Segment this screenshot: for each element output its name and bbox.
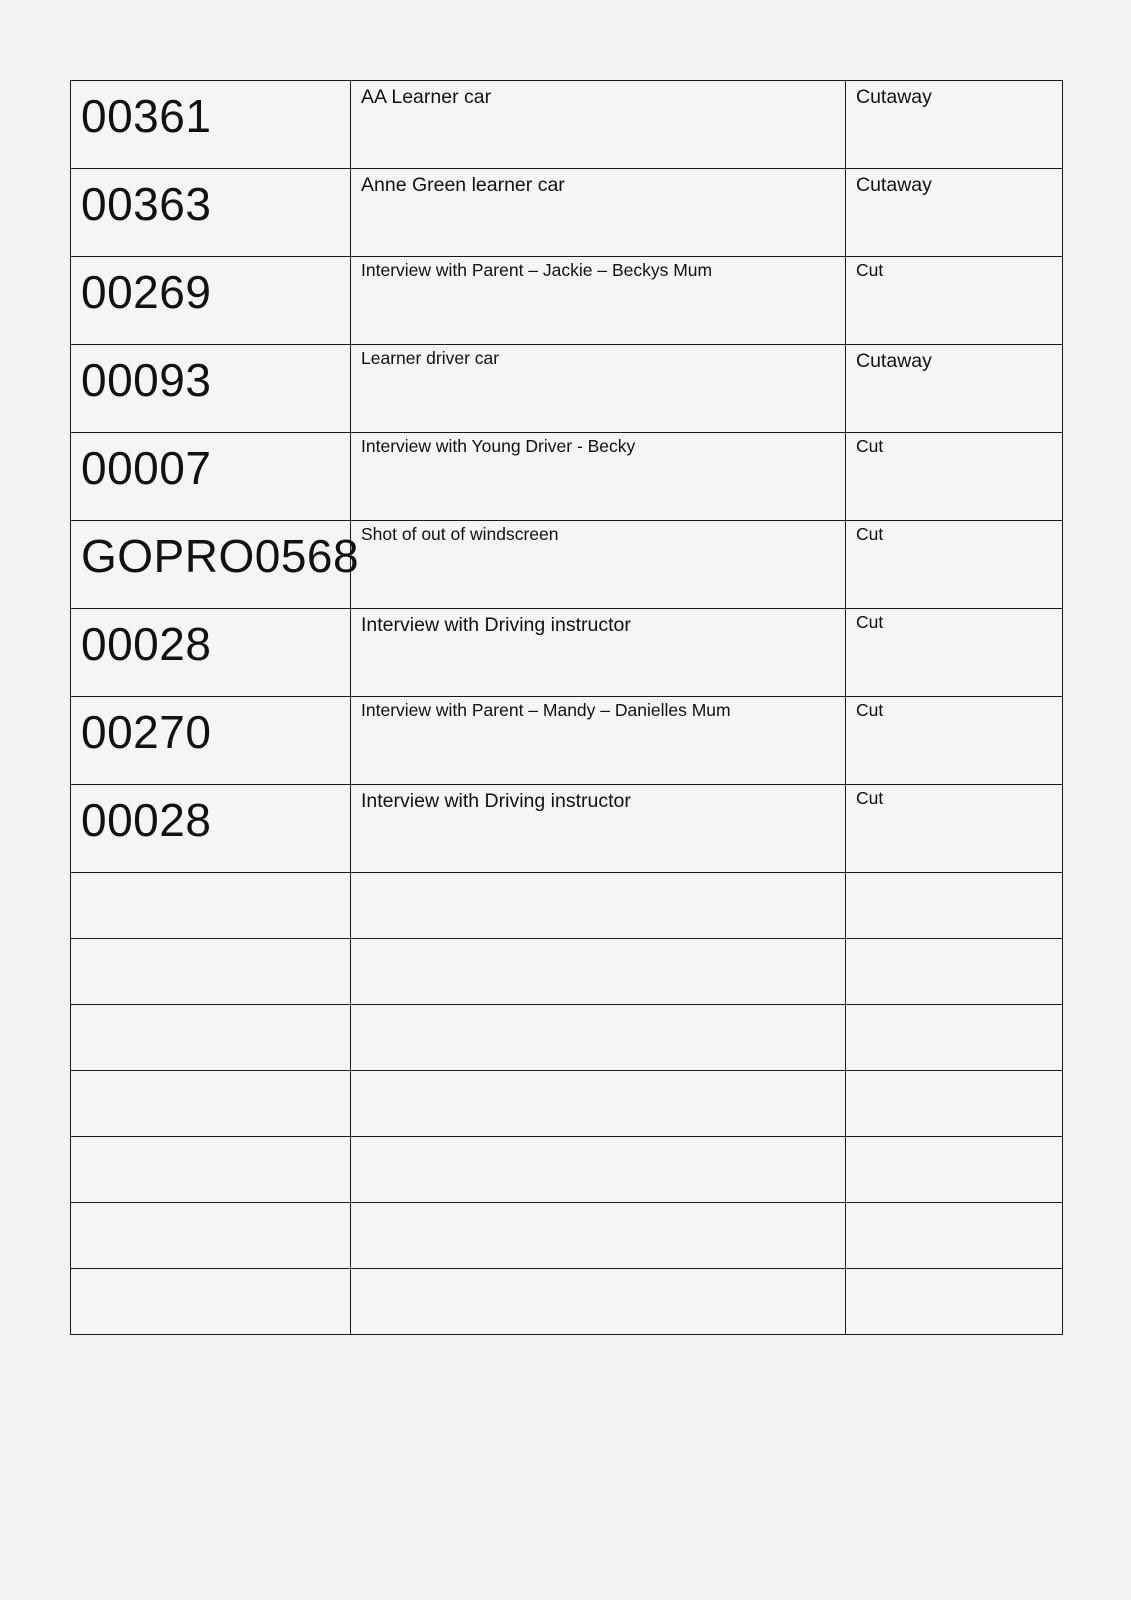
edit-type: Cut [856, 260, 884, 280]
empty-cell [71, 1137, 351, 1203]
edit-type: Cut [856, 612, 884, 632]
clip-number: 00007 [81, 442, 212, 494]
edit-type-cell [846, 609, 1063, 697]
empty-cell [351, 1137, 846, 1203]
table-row [71, 697, 1063, 785]
clip-description: Interview with Parent – Jackie – Beckys Mum [361, 260, 713, 280]
empty-cell [846, 1071, 1063, 1137]
empty-row [71, 939, 1063, 1005]
clip-number-cell [71, 257, 351, 345]
description-cell [351, 81, 846, 169]
clip-description: Interview with Driving instructor [361, 614, 631, 636]
clip-number: 00028 [81, 794, 212, 846]
description-cell [351, 521, 846, 609]
edit-type: Cut [856, 436, 884, 456]
clip-number: 00028 [81, 618, 212, 670]
shot-log-table [70, 80, 1063, 1335]
empty-cell [351, 1005, 846, 1071]
description-cell [351, 169, 846, 257]
clip-number-cell [71, 609, 351, 697]
clip-number-cell [71, 81, 351, 169]
clip-description: AA Learner car [361, 86, 492, 108]
table-row [71, 609, 1063, 697]
table-row [71, 785, 1063, 873]
description-cell [351, 785, 846, 873]
empty-cell [351, 1269, 846, 1335]
empty-cell [71, 1269, 351, 1335]
clip-number: 00093 [81, 354, 212, 406]
clip-number: 00361 [81, 90, 212, 142]
description-cell [351, 345, 846, 433]
empty-cell [846, 939, 1063, 1005]
empty-cell [351, 1071, 846, 1137]
edit-type: Cutaway [856, 174, 932, 196]
edit-type-cell [846, 169, 1063, 257]
empty-cell [351, 1203, 846, 1269]
empty-cell [351, 873, 846, 939]
table-row [71, 81, 1063, 169]
clip-number-cell [71, 785, 351, 873]
empty-cell [846, 1203, 1063, 1269]
clip-description: Interview with Young Driver - Becky [361, 436, 636, 456]
edit-type: Cutaway [856, 350, 932, 372]
edit-type-cell [846, 697, 1063, 785]
empty-row [71, 1137, 1063, 1203]
table-row [71, 521, 1063, 609]
clip-number-cell [71, 697, 351, 785]
table-row [71, 345, 1063, 433]
clip-number: 00270 [81, 706, 212, 758]
clip-description: Shot of out of windscreen [361, 524, 559, 544]
clip-number-cell [71, 169, 351, 257]
empty-cell [71, 1203, 351, 1269]
empty-cell [71, 939, 351, 1005]
edit-type: Cut [856, 788, 884, 808]
clip-number-cell [71, 433, 351, 521]
clip-number: 00269 [81, 266, 212, 318]
empty-row [71, 873, 1063, 939]
edit-type: Cut [856, 700, 884, 720]
empty-cell [71, 1005, 351, 1071]
description-cell [351, 609, 846, 697]
description-cell [351, 697, 846, 785]
empty-cell [351, 939, 846, 1005]
clip-number-cell [71, 345, 351, 433]
clip-number: GOPRO0568 [81, 530, 360, 582]
empty-row [71, 1203, 1063, 1269]
edit-type-cell [846, 81, 1063, 169]
edit-type-cell [846, 433, 1063, 521]
clip-description: Interview with Driving instructor [361, 790, 631, 812]
empty-row [71, 1005, 1063, 1071]
empty-cell [71, 1071, 351, 1137]
empty-row [71, 1071, 1063, 1137]
clip-number-cell [71, 521, 360, 609]
clip-description: Interview with Parent – Mandy – Danielles Mum [361, 700, 731, 720]
empty-cell [71, 873, 351, 939]
edit-type-cell [846, 257, 1063, 345]
table-row [71, 257, 1063, 345]
empty-row [71, 1269, 1063, 1335]
edit-type-cell [846, 521, 1063, 609]
empty-cell [846, 873, 1063, 939]
table-row [71, 169, 1063, 257]
edit-type-cell [846, 785, 1063, 873]
empty-cell [846, 1269, 1063, 1335]
clip-description: Anne Green learner car [361, 174, 565, 196]
clip-description: Learner driver car [361, 348, 500, 368]
clip-number: 00363 [81, 178, 212, 230]
table-row [71, 433, 1063, 521]
edit-type: Cut [856, 524, 884, 544]
description-cell [351, 433, 846, 521]
edit-type: Cutaway [856, 86, 932, 108]
empty-cell [846, 1137, 1063, 1203]
description-cell [351, 257, 846, 345]
empty-cell [846, 1005, 1063, 1071]
edit-type-cell [846, 345, 1063, 433]
